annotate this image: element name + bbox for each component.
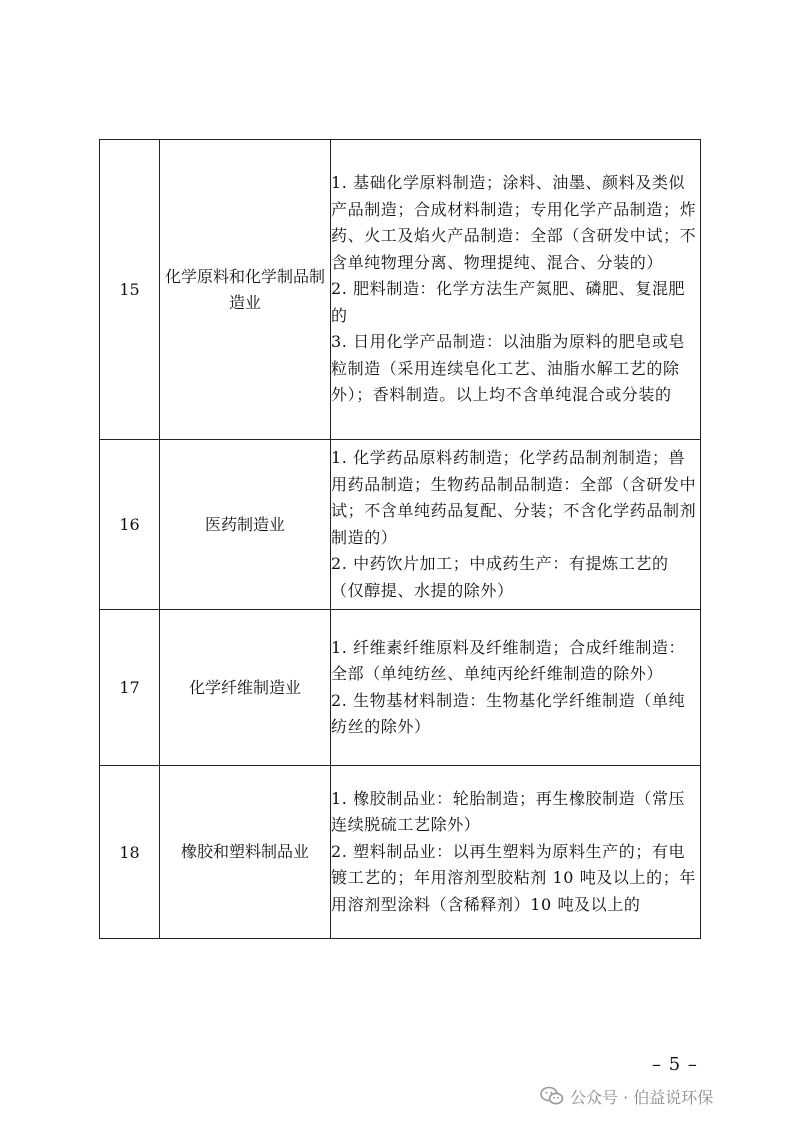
- table-row: [100, 610, 701, 766]
- scope-item: 2. 生物基材料制造：生物基化学纤维制造（单纯纺丝的除外）: [331, 690, 686, 736]
- scope-cell: [331, 610, 701, 766]
- row-number: 17: [100, 610, 160, 766]
- scope-item: 2. 塑料制品业：以再生塑料为原料生产的；有电镀工艺的；年用溶剂型胶粘剂 10 吨及以上的；年用溶剂型涂料（含稀释剂）10 吨及以上的: [331, 841, 696, 914]
- scope-item: 3. 日用化学产品制造：以油脂为原料的肥皂或皂粒制造（采用连续皂化工艺、油脂水解工艺的除外）；香料制造。以上均不含单纯混合或分装的: [331, 332, 686, 405]
- watermark-text: 公众号 · 伯益说环保: [570, 1087, 714, 1107]
- table-row: [100, 766, 701, 939]
- scope-item: 2. 中药饮片加工；中成药生产：有提炼工艺的（仅醇提、水提的除外）: [331, 554, 669, 600]
- wechat-icon: [540, 1086, 564, 1106]
- scope-cell: [331, 766, 701, 939]
- page-number: – 5 –: [652, 1054, 698, 1075]
- watermark: [540, 1084, 713, 1108]
- industry-name: 橡胶和塑料制品业: [160, 766, 331, 939]
- row-number: 15: [100, 140, 160, 440]
- scope-cell: [331, 140, 701, 440]
- table-row: [100, 440, 701, 610]
- scope-item: 1. 化学药品原料药制造；化学药品制剂制造；兽用药品制造；生物药品制品制造：全部（含研发中试；不含单纯药品复配、分装；不含化学药品制剂制造的）: [331, 448, 697, 547]
- scope-item: 1. 基础化学原料制造；涂料、油墨、颜料及类似产品制造；合成材料制造；专用化学产品制造；炸药、火工及焰火产品制造：全部（含研发中试；不含单纯物理分离、物理提纯、混合、分装的）: [331, 173, 697, 272]
- scope-item: 1. 纤维素纤维原料及纤维制造；合成纤维制造：全部（单纯纺丝、单纯丙纶纤维制造的除外）: [331, 637, 686, 683]
- row-number: 16: [100, 440, 160, 610]
- industry-name: 医药制造业: [160, 440, 331, 610]
- scope-cell: [331, 440, 701, 610]
- row-number: 18: [100, 766, 160, 939]
- table-row: [100, 140, 701, 440]
- scope-item: 2. 肥料制造：化学方法生产氮肥、磷肥、复混肥的: [331, 279, 686, 325]
- industry-name: 化学原料和化学制品制造业: [160, 140, 331, 440]
- industry-name: 化学纤维制造业: [160, 610, 331, 766]
- scope-item: 1. 橡胶制品业：轮胎制造；再生橡胶制造（常压连续脱硫工艺除外）: [331, 788, 686, 835]
- industry-table: [99, 139, 701, 939]
